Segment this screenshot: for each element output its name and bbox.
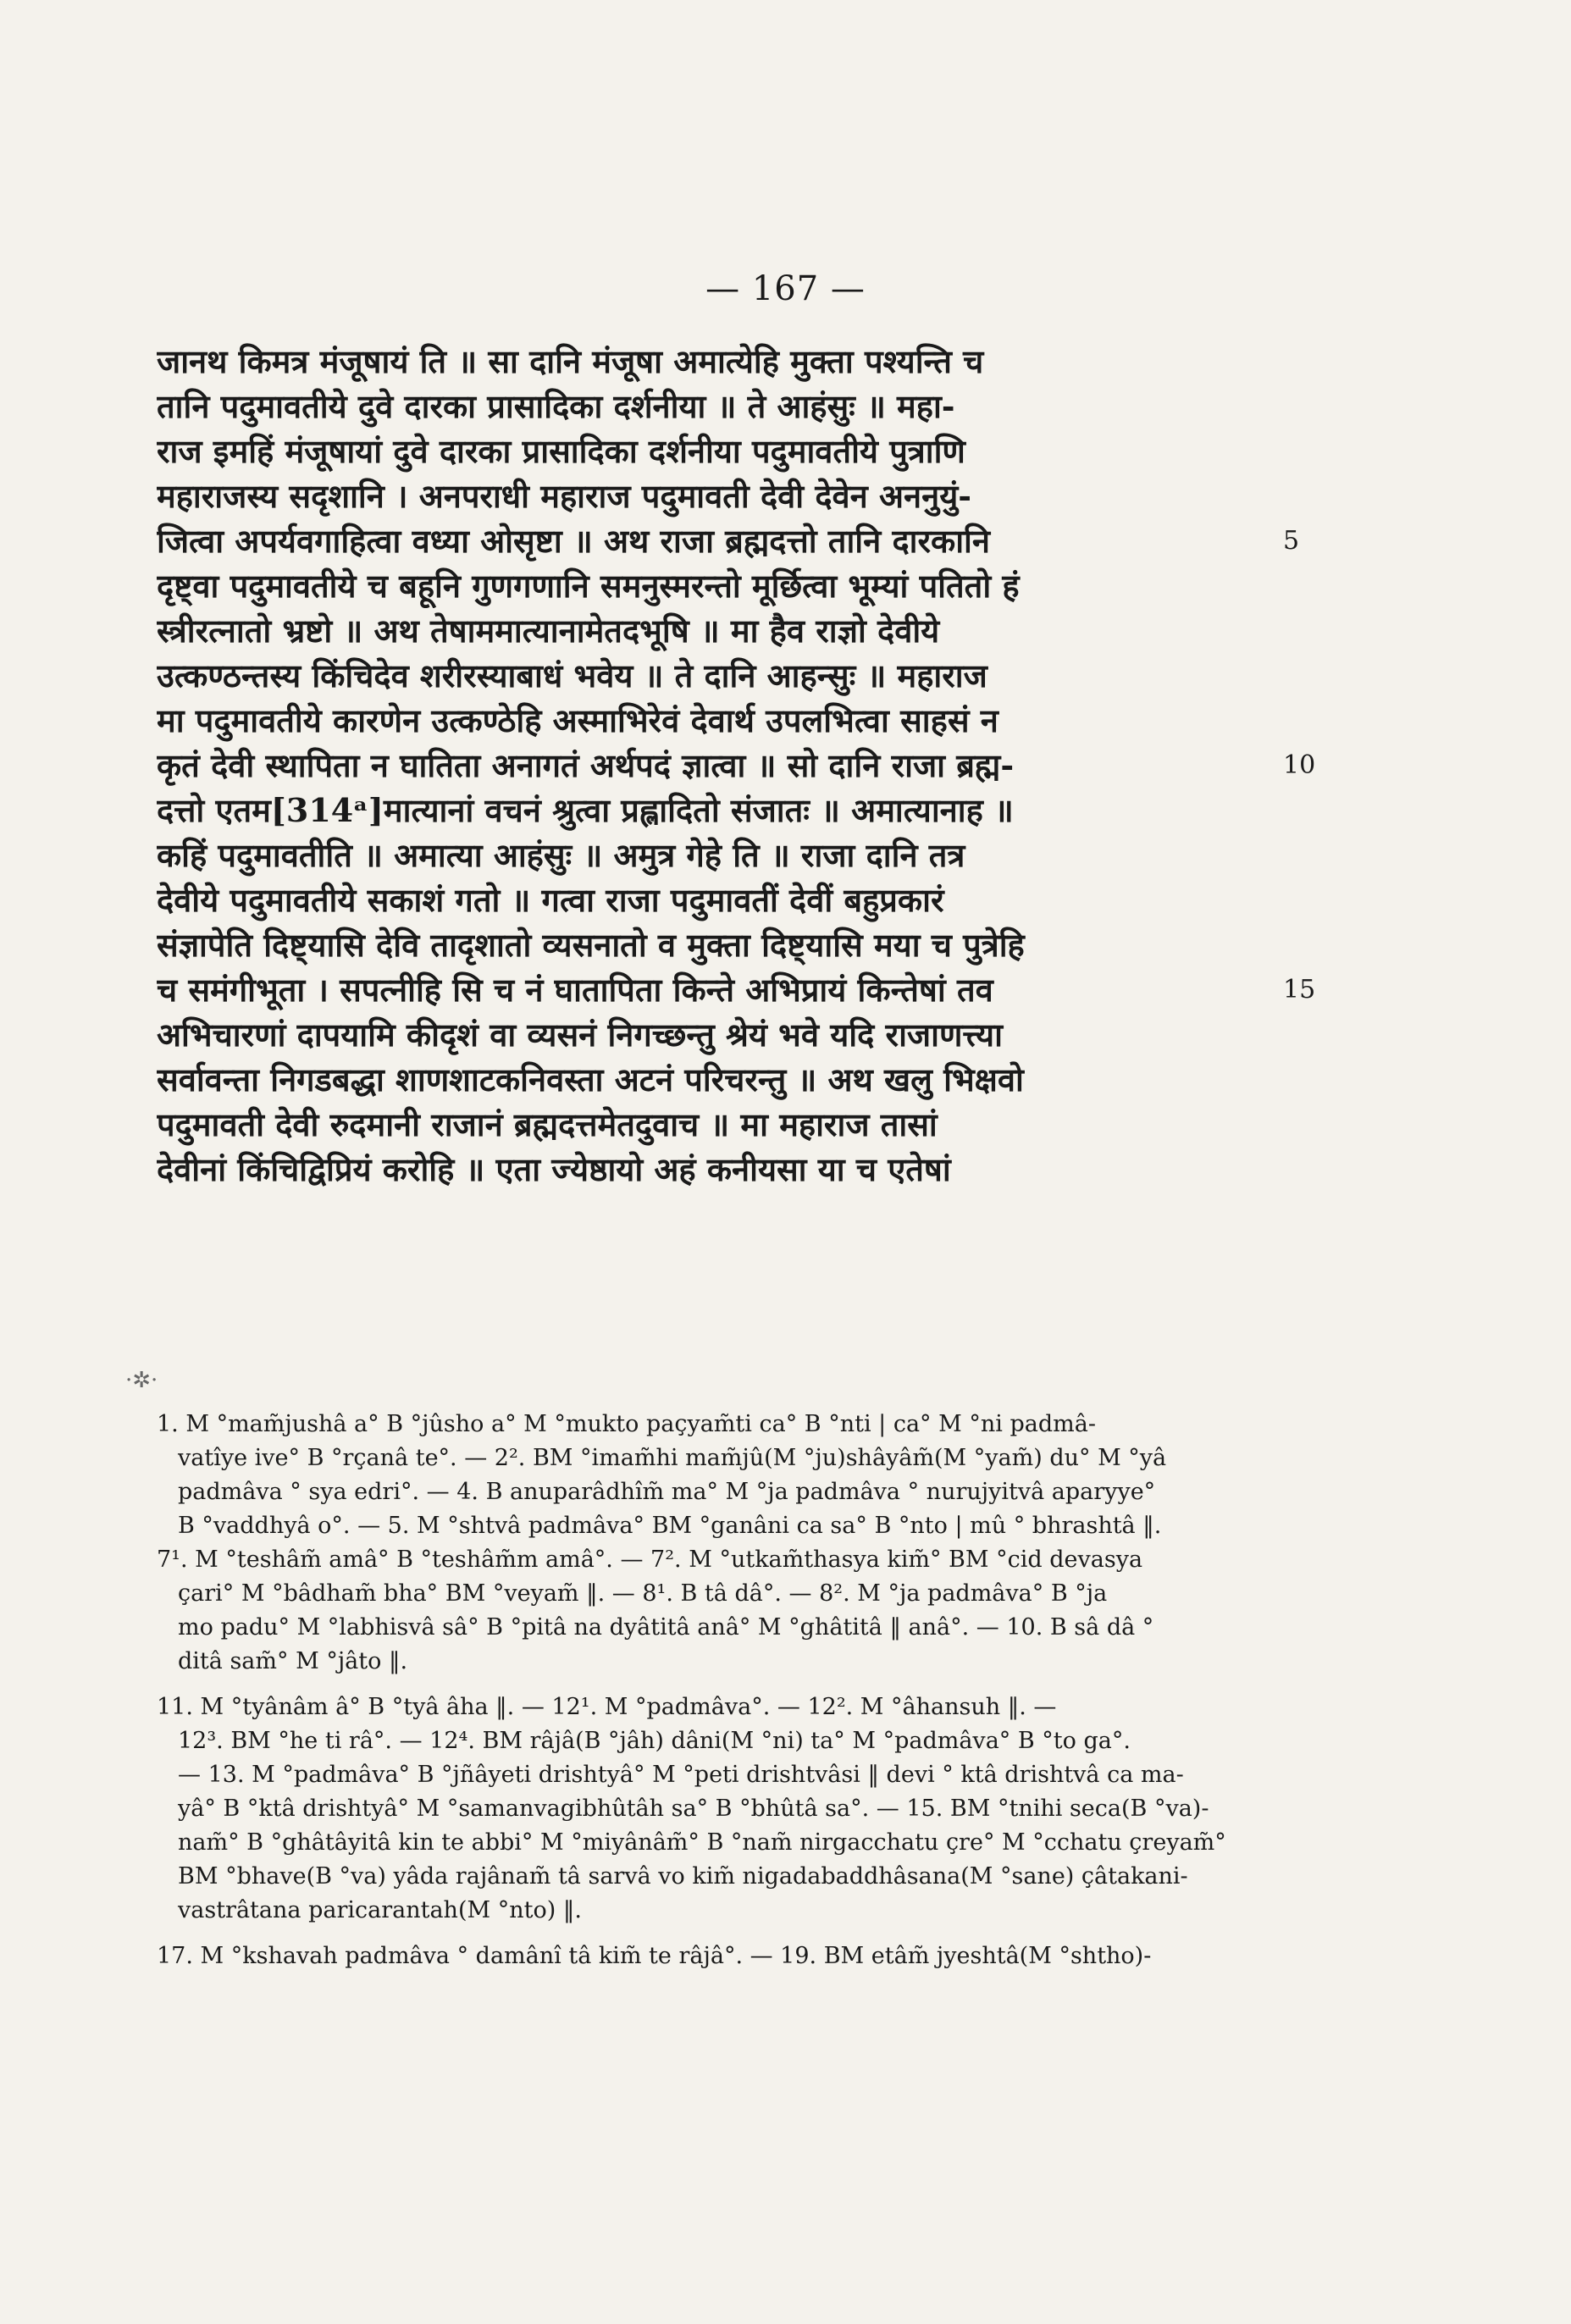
footnote-block <box>157 1408 1266 1679</box>
footnote-line: 11. M °tyânâm â° B °tyâ âha ‖. — 12¹. M °padmâva°. — 12². M °âhansuh ‖. — <box>157 1694 1057 1720</box>
text-line: उत्कण्ठन्तस्य किंचिदेव शरीरस्याबाधं भवेय ॥ ते दानि आहन्सुः ॥ महाराज <box>157 656 987 694</box>
text-line: स्त्रीरत्नातो भ्रष्टो ॥ अथ तेषाममात्यानामेतदभूषि ॥ मा हैव राज्ञो देवीये <box>157 611 940 650</box>
footnote-line: vatîye ive° B °rçanâ te°. — 2². BM °imam̃hi mam̃jû(M °ju)shâyâm̃(M °yam̃) du° M °yâ <box>178 1445 1167 1471</box>
footnote-line: 1. M °mam̃jushâ a° B °jûsho a° M °mukto paçyam̃ti ca° B °nti | ca° M °ni padmâ- <box>157 1411 1096 1437</box>
footnote-line: vastrâtana paricarantah(M °nto) ‖. <box>178 1897 582 1923</box>
footnote-block <box>157 1939 1266 1973</box>
footnote-line: yâ° B °ktâ drishtyâ° M °samanvagibhûtâh sa° B °bhûtâ sa°. — 15. BM °tnihi seca(B °va)- <box>178 1796 1209 1822</box>
text-line: राज इमहिं मंजूषायां दुवे दारका प्रासादिका दर्शनीया पदुमावतीये पुत्राणि <box>157 432 965 470</box>
footnote-line: mo padu° M °labhisvâ sâ° B °pitâ na dyâtitâ anâ° M °ghâtitâ ‖ anâ°. — 10. B sâ dâ ° <box>178 1614 1154 1641</box>
text-line: देवीनां किंचिद्विप्रियं करोहि ॥ एता ज्येष्ठायो अहं कनीयसा या च एतेषां <box>157 1150 951 1188</box>
footnote-line: 7¹. M °teshâm̃ amâ° B °teshâm̃m amâ°. — 7². M °utkam̃thasya kim̃° BM °cid devasya <box>157 1547 1143 1573</box>
text-line: सर्वावन्ता निगडबद्धा शाणशाटकनिवस्ता अटनं परिचरन्तु ॥ अथ खलु भिक्षवो <box>157 1060 1024 1098</box>
text-line: कहिं पदुमावतीति ॥ अमात्या आहंसुः ॥ अमुत्र गेहे ति ॥ राजा दानि तत्र <box>157 836 965 874</box>
text-line: अभिचारणां दापयामि कीदृशं वा व्यसनं निगच्छन्तु श्रेयं भवे यदि राजाणत्त्या <box>157 1015 1003 1054</box>
footnote-line: B °vaddhyâ o°. — 5. M °shtvâ padmâva° BM °ganâni ca sa° B °nto | mû ° bhrashtâ ‖. <box>178 1513 1162 1539</box>
line-number-15: 15 <box>1283 975 1316 1004</box>
text-line: तानि पदुमावतीये दुवे दारका प्रासादिका दर्शनीया ॥ ते आहंसुः ॥ महा- <box>157 387 955 425</box>
text-line: कृतं देवी स्थापिता न घातिता अनागतं अर्थपदं ज्ञात्वा ॥ सो दानि राजा ब्रह्म- <box>157 746 1015 784</box>
line-number-10: 10 <box>1283 750 1316 780</box>
footnote-line: nam̃° B °ghâtâyitâ kin te abbi° M °miyânâm̃° B °nam̃ nirgacchatu çre° M °cchatu çreyam̃° <box>178 1829 1226 1856</box>
footnote-line: ditâ sam̃° M °jâto ‖. <box>178 1648 408 1674</box>
separator-ornament: ·✲· <box>125 1368 158 1393</box>
text-line: च समंगीभूता । सपत्नीहि सि च नं घातापिता किन्ते अभिप्रायं किन्तेषां तव <box>157 971 993 1009</box>
footnote-line: — 13. M °padmâva° B °jñâyeti drishtyâ° M °peti drishtvâsi ‖ devi ° ktâ drishtvâ ca ma- <box>178 1762 1184 1788</box>
text-line: जित्वा अपर्यवगाहित्वा वध्या ओसृष्टा ॥ अथ राजा ब्रह्मदत्तो तानि दारकानि <box>157 522 990 560</box>
text-line: जानथ किमत्र मंजूषायं ति ॥ सा दानि मंजूषा अमात्येहि मुक्ता पश्यन्ति च <box>157 342 984 380</box>
text-line: मा पदुमावतीये कारणेन उत्कण्ठेहि अस्माभिरेवं देवार्थ उपलभित्वा साहसं न <box>157 701 998 739</box>
text-line: देवीये पदुमावतीये सकाशं गतो ॥ गत्वा राजा पदुमावतीं देवीं बहुप्रकारं <box>157 881 944 919</box>
line-number-5: 5 <box>1283 526 1300 556</box>
main-text <box>157 339 1275 1192</box>
text-line: संज्ञापेति दिष्ट्यासि देवि तादृशातो व्यसनातो व मुक्ता दिष्ट्यासि मया च पुत्रेहि <box>157 926 1025 964</box>
page-number: — 167 — <box>705 269 866 308</box>
footnote-line: BM °bhave(B °va) yâda rajânam̃ tâ sarvâ vo kim̃ nigadabaddhâsana(M °sane) çâtakani- <box>178 1863 1188 1890</box>
text-line: महाराजस्य सदृशानि । अनपराधी महाराज पदुमावती देवी देवेन अननुयुं- <box>157 477 972 515</box>
footnote-line: 12³. BM °he ti râ°. — 12⁴. BM râjâ(B °jâh) dâni(M °ni) ta° M °padmâva° B °to ga°. <box>178 1728 1131 1754</box>
footnote-line: 17. M °kshavah padmâva ° damânî tâ kim̃ te râjâ°. — 19. BM etâm̃ jyeshtâ(M °shtho)- <box>157 1943 1152 1969</box>
text-line: दत्तो एतम[314ᵃ]मात्यानां वचनं श्रुत्वा प्रह्लादितो संजातः ॥ अमात्यानाह ॥ <box>157 791 1014 829</box>
text-line: दृष्ट्वा पदुमावतीये च बहूनि गुणगणानि समनुस्मरन्तो मूर्छित्वा भूम्यां पतितो हं <box>157 567 1020 605</box>
text-line: पदुमावती देवी रुदमानी राजानं ब्रह्मदत्तमेतदुवाच ॥ मा महाराज तासां <box>157 1105 938 1143</box>
footnote-block <box>157 1690 1266 1928</box>
footnotes-section <box>157 1408 1266 1985</box>
footnote-line: çari° M °bâdham̃ bha° BM °veyam̃ ‖. — 8¹. B tâ dâ°. — 8². M °ja padmâva° B °ja <box>178 1580 1108 1607</box>
footnote-line: padmâva ° sya edri°. — 4. B anuparâdhîm̃ ma° M °ja padmâva ° nurujyitvâ aparyye° <box>178 1479 1156 1505</box>
